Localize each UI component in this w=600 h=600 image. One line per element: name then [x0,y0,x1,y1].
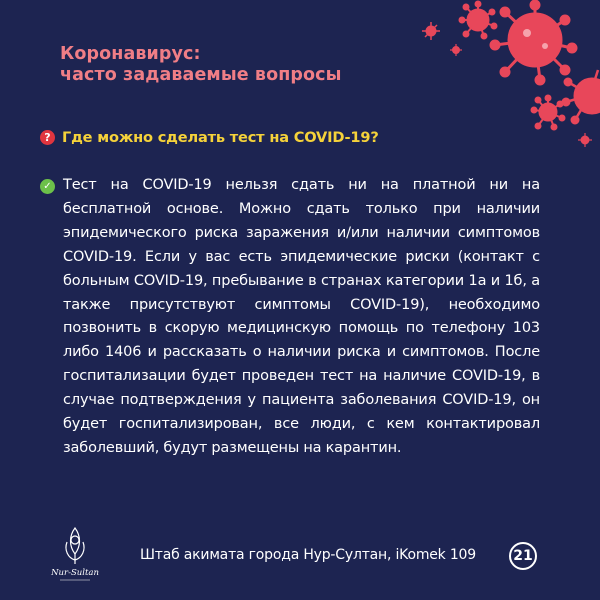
virus-icon [422,22,440,40]
title-line-2: часто задаваемые вопросы [60,65,342,85]
check-mark-circle-icon: ✓ [40,179,55,194]
virus-icon [578,133,592,147]
answer-block [40,174,540,461]
question-text: Где можно сделать тест на COVID-19? [62,129,379,146]
answer-text: Тест на COVID-19 нельзя сдать ни на платной ни на бесплатной основе. Можно сдать только при наличии эпидемического риска заражения и/или наличии симптомов COVID-19. Если у вас есть эпидемические риски (контакт с больным COVID-19, пребывание в странах категории 1а и 1б, а также присутствуют симптомы COVID-19), необходимо позвонить в скорую медицинскую помощь по телефону 103 либо 1406 и рассказать о наличии риска и симптомов. После госпитализации будет проведен тест на наличие COVID-19, в случае подтверждения у пациента заболевания COVID-19, он будет госпитализирован, все люди, с кем контактировал заболевший, будут размещены на карантин. [63,177,540,456]
question-row [40,129,379,146]
question-mark-circle-icon: ? [40,130,55,145]
title-line-1: Коронавирус: [60,44,201,64]
virus-icon [562,70,600,124]
virus-icon [459,1,497,39]
page-number-badge: 21 [509,542,537,570]
nur-sultan-logo [51,524,99,584]
footer-source-text: Штаб акимата города Нур-Султан, iKomek 109 [140,547,476,563]
virus-icon [490,0,577,85]
logo-lettering: Nur-Sultan [51,568,99,578]
page-title [60,44,342,86]
virus-icon [450,44,462,56]
virus-icon [531,95,565,130]
